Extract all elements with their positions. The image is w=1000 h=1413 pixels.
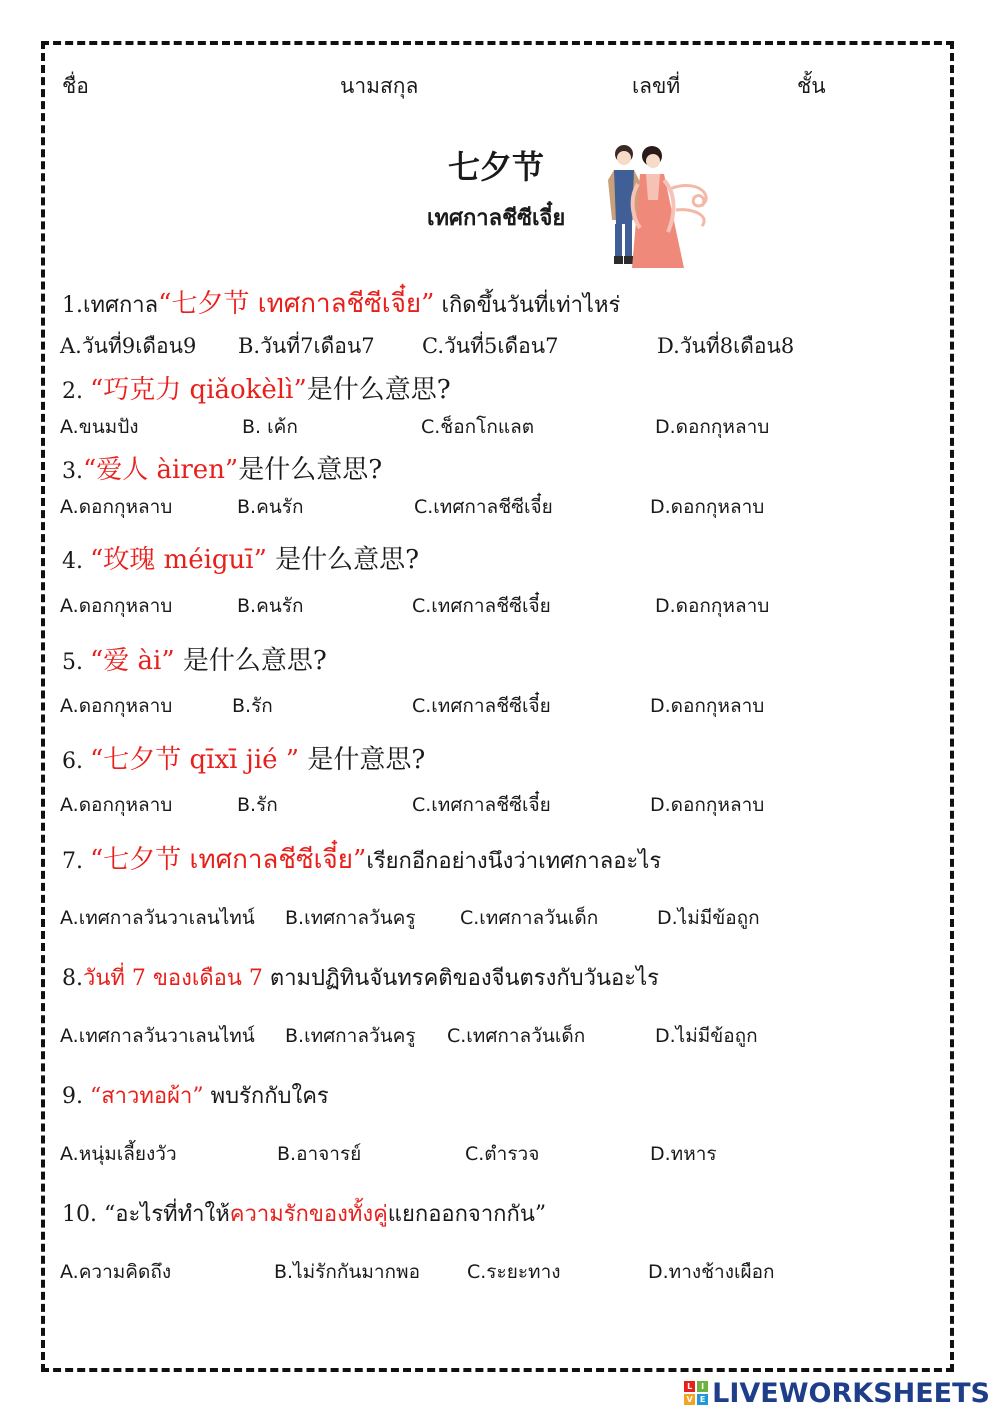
liveworksheets-wordmark: LIVEWORKSHEETS xyxy=(712,1377,990,1409)
surname-label: นามสกุล xyxy=(340,74,419,98)
q2-option-c[interactable]: C.ช็อกโกแลต xyxy=(421,416,535,438)
question-5 xyxy=(62,640,327,677)
question-1 xyxy=(62,283,620,324)
q6-option-b[interactable]: B.รัก xyxy=(237,794,278,816)
question-3 xyxy=(62,449,382,486)
question-10 xyxy=(62,1196,546,1231)
question-text: 是什么意思? xyxy=(266,545,420,575)
q4-option-b[interactable]: B.คนรัก xyxy=(237,595,304,617)
question-number: 3. xyxy=(62,459,83,484)
q8-option-c[interactable]: C.เทศกาลวันเด็ก xyxy=(447,1025,586,1047)
q1-option-c[interactable]: C.วันที่5เดือน7 xyxy=(422,334,559,358)
question-8 xyxy=(62,960,659,995)
worksheet-title-thai: เทศกาลชีซีเจี๋ย xyxy=(427,206,566,231)
q9-option-c[interactable]: C.ตำรวจ xyxy=(465,1143,540,1165)
q1-option-d[interactable]: D.วันที่8เดือน8 xyxy=(657,334,795,358)
q2-option-d[interactable]: D.ดอกกุหลาบ xyxy=(655,416,770,438)
q3-option-c[interactable]: C.เทศกาลชีซีเจี๋ย xyxy=(414,496,553,518)
q5-option-d[interactable]: D.ดอกกุหลาบ xyxy=(650,695,765,717)
q1-option-b[interactable]: B.วันที่7เดือน7 xyxy=(238,334,375,358)
worksheet-title-chinese: 七夕节 xyxy=(448,148,545,186)
class-label: ชั้น xyxy=(797,74,826,98)
question-text: พบรักกับใคร xyxy=(203,1084,329,1109)
question-highlight: “七夕节 เทศกาลชีซีเจี๋ย” xyxy=(158,289,435,319)
question-text: 是什么意思? xyxy=(174,646,327,676)
q8-option-d[interactable]: D.ไม่มีข้อถูก xyxy=(655,1025,758,1047)
question-highlight: วันที่ 7 ของเดือน 7 xyxy=(83,966,263,991)
q3-option-a[interactable]: A.ดอกกุหลาบ xyxy=(60,496,173,518)
question-highlight: “玫瑰 méiguī” xyxy=(90,545,267,575)
question-9 xyxy=(62,1078,329,1113)
q10-option-a[interactable]: A.ความคิดถึง xyxy=(60,1261,172,1283)
q3-option-d[interactable]: D.ดอกกุหลาบ xyxy=(650,496,765,518)
question-6 xyxy=(62,739,425,776)
question-text: 是什么意思? xyxy=(306,375,451,405)
q5-option-b[interactable]: B.รัก xyxy=(232,695,273,717)
q9-option-d[interactable]: D.ทหาร xyxy=(650,1143,717,1165)
question-highlight: “七夕节 qīxī jié ” xyxy=(90,745,300,775)
q5-option-a[interactable]: A.ดอกกุหลาบ xyxy=(60,695,173,717)
question-highlight: “七夕节 เทศกาลชีซีเจี๋ย” xyxy=(90,845,367,875)
q7-option-d[interactable]: D.ไม่มีข้อถูก xyxy=(657,907,760,929)
couple-illustration xyxy=(598,140,720,272)
name-label: ชื่อ xyxy=(62,74,89,98)
q2-option-a[interactable]: A.ขนมปัง xyxy=(60,416,139,438)
q7-option-a[interactable]: A.เทศกาลวันวาเลนไทน์ xyxy=(60,907,255,929)
question-text xyxy=(83,849,90,874)
question-number: 5. xyxy=(62,650,83,675)
question-number: 9. xyxy=(62,1084,83,1109)
question-highlight: “巧克力 qiǎokèlì” xyxy=(90,375,307,405)
question-number: 7. xyxy=(62,849,83,874)
question-highlight: “สาวทอผ้า” xyxy=(90,1084,204,1109)
q4-option-d[interactable]: D.ดอกกุหลาบ xyxy=(655,595,770,617)
question-text: “อะไรที่ทำให้ xyxy=(97,1202,230,1227)
question-highlight: “爱 ài” xyxy=(90,646,175,676)
q10-option-d[interactable]: D.ทางช้างเผือก xyxy=(648,1261,775,1283)
question-2 xyxy=(62,369,451,406)
q8-option-a[interactable]: A.เทศกาลวันวาเลนไทน์ xyxy=(60,1025,255,1047)
question-highlight: “爱人 àiren” xyxy=(83,455,239,485)
q9-option-a[interactable]: A.หนุ่มเลี้ยงวัว xyxy=(60,1143,177,1165)
q6-option-c[interactable]: C.เทศกาลชีซีเจี๋ย xyxy=(412,794,551,816)
q3-option-b[interactable]: B.คนรัก xyxy=(237,496,304,518)
number-label: เลขที่ xyxy=(632,74,681,98)
question-number: 10. xyxy=(62,1202,97,1227)
question-number: 4. xyxy=(62,549,83,574)
liveworksheets-mark-icon: L I V E xyxy=(684,1381,708,1405)
question-text: เทศกาล xyxy=(83,293,159,318)
question-number: 2. xyxy=(62,379,83,404)
question-number: 8. xyxy=(62,966,83,991)
q9-option-b[interactable]: B.อาจารย์ xyxy=(277,1143,362,1165)
question-text: เรียกอีกอย่างนึงว่าเทศกาลอะไร xyxy=(366,849,662,874)
q7-option-c[interactable]: C.เทศกาลวันเด็ก xyxy=(460,907,599,929)
q4-option-a[interactable]: A.ดอกกุหลาบ xyxy=(60,595,173,617)
q4-option-c[interactable]: C.เทศกาลชีซีเจี๋ย xyxy=(412,595,551,617)
question-text: 是什么意思? xyxy=(238,455,383,485)
question-number: 1. xyxy=(62,293,83,318)
q10-option-c[interactable]: C.ระยะทาง xyxy=(467,1261,561,1283)
question-text: เกิดขึ้นวันที่เท่าไหร่ xyxy=(434,293,621,318)
q2-option-b[interactable]: B. เค้ก xyxy=(242,416,298,438)
question-text: แยกออกจากกัน” xyxy=(387,1202,547,1227)
question-text: ตามปฏิทินจันทรคติของจีนตรงกับวันอะไร xyxy=(262,966,659,991)
q6-option-d[interactable]: D.ดอกกุหลาบ xyxy=(650,794,765,816)
question-4 xyxy=(62,539,419,576)
q7-option-b[interactable]: B.เทศกาลวันครู xyxy=(285,907,416,929)
q6-option-a[interactable]: A.ดอกกุหลาบ xyxy=(60,794,173,816)
question-text xyxy=(83,1084,90,1109)
q5-option-c[interactable]: C.เทศกาลชีซีเจี๋ย xyxy=(412,695,551,717)
q10-option-b[interactable]: B.ไม่รักกันมากพอ xyxy=(274,1261,420,1283)
liveworksheets-logo xyxy=(684,1376,990,1410)
question-7 xyxy=(62,839,661,880)
q1-option-a[interactable]: A.วันที่9เดือน9 xyxy=(60,334,197,358)
question-text: 是什意思? xyxy=(299,745,426,775)
q8-option-b[interactable]: B.เทศกาลวันครู xyxy=(285,1025,416,1047)
question-highlight: ความรักของทั้งคู่ xyxy=(229,1202,388,1227)
question-number: 6. xyxy=(62,749,83,774)
